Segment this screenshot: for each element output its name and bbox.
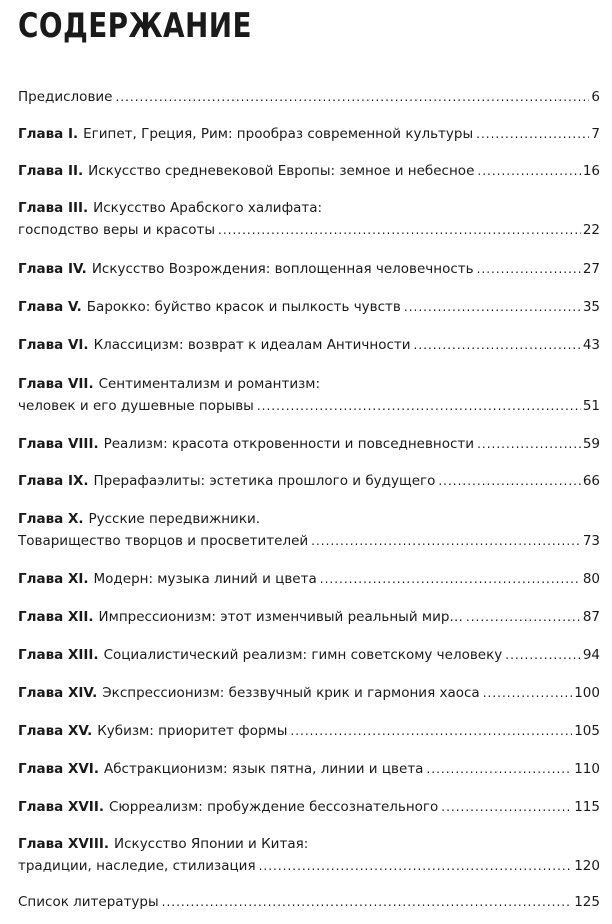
toc-entry[interactable] [18, 470, 600, 492]
toc-entry[interactable] [18, 296, 600, 318]
page-number: 105 [574, 723, 600, 739]
chapter-number: Глава XIII. [18, 647, 99, 663]
dot-leader [218, 219, 581, 241]
chapter-number: Глава XIV. [18, 685, 98, 701]
chapter-title: Реализм: красота откровенности и повседневности [103, 436, 475, 452]
chapter-title: Искусство Арабского халифата: [93, 200, 323, 216]
dot-leader [311, 530, 581, 552]
chapter-number: Глава IX. [18, 473, 89, 489]
chapter-title: Искусство Японии и Китая: [114, 836, 309, 852]
toc-entry[interactable] [18, 644, 600, 666]
dot-leader [414, 334, 581, 356]
chapter-number: Глава III. [18, 200, 89, 216]
chapter-number: Глава VII. [18, 376, 94, 392]
dot-leader [477, 258, 581, 280]
chapter-title: Импрессионизм: этот изменчивый реальный мир… [98, 609, 463, 625]
toc-entry[interactable] [18, 334, 600, 356]
chapter-title: Абстракционизм: язык пятна, линии и цвета [103, 761, 424, 777]
page-number: 66 [582, 473, 600, 489]
chapter-number: Глава XVIII. [18, 836, 110, 852]
chapter-title: Искусство Возрождения: воплощенная человечность [91, 261, 474, 277]
dot-leader [115, 86, 589, 108]
toc-entry[interactable] [18, 720, 600, 742]
dot-leader [505, 644, 581, 666]
toc-entry[interactable] [18, 682, 600, 704]
page-number: 27 [582, 261, 600, 277]
chapter-number: Глава XVI. [18, 761, 99, 777]
dot-leader [477, 433, 581, 455]
toc-entry-line [18, 433, 600, 455]
page-number: 80 [582, 571, 600, 587]
chapter-title: Модерн: музыка линий и цвета [93, 571, 317, 587]
toc-entry-line [18, 219, 600, 241]
dot-leader [290, 720, 572, 742]
toc-entry-line [18, 86, 600, 108]
toc-entry-line [18, 796, 600, 818]
chapter-title: Товарищество творцов и просветителей [18, 533, 309, 549]
toc-entry[interactable] [18, 508, 600, 552]
chapter-title: Предисловие [18, 89, 113, 105]
page-number: 6 [591, 89, 600, 105]
chapter-number: Глава XI. [18, 571, 89, 587]
toc-entry[interactable] [18, 796, 600, 818]
chapter-title: Классицизм: возврат к идеалам Античности [93, 337, 411, 353]
page-number: 43 [582, 337, 600, 353]
page-number: 94 [582, 647, 600, 663]
toc-entry-line [18, 470, 600, 492]
chapter-title: Социалистический реализм: гимн советскому человеку [103, 647, 503, 663]
toc-entry-line [18, 258, 600, 280]
dot-leader [438, 470, 580, 492]
chapter-title: Экспрессионизм: беззвучный крик и гармония хаоса [102, 685, 480, 701]
page-number: 110 [574, 761, 600, 777]
toc-entry[interactable] [18, 891, 600, 913]
dot-leader [404, 296, 581, 318]
chapter-title: Египет, Греция, Рим: прообраз современной культуры [83, 126, 474, 142]
toc-entry-line [18, 644, 600, 666]
chapter-title: Русские передвижники. [88, 511, 261, 527]
toc-entry-line [18, 891, 600, 913]
chapter-number: Глава VI. [18, 337, 89, 353]
dot-leader [483, 682, 573, 704]
page-number: 51 [582, 398, 600, 414]
toc-entry[interactable] [18, 606, 600, 628]
toc-entry[interactable] [18, 258, 600, 280]
page-number: 73 [582, 533, 600, 549]
page-number: 7 [591, 126, 600, 142]
toc-entry-line [18, 160, 600, 182]
dot-leader [257, 395, 581, 417]
chapter-number: Глава VIII. [18, 436, 99, 452]
toc-entry-line [18, 395, 600, 417]
toc-entry[interactable] [18, 833, 600, 877]
chapter-title: господство веры и красоты [18, 222, 216, 238]
toc-entry-line [18, 855, 600, 877]
chapter-title: Барокко: буйство красок и пылкость чувств [86, 299, 401, 315]
toc-entry[interactable] [18, 123, 600, 145]
chapter-number: Глава IV. [18, 261, 87, 277]
chapter-number: Глава II. [18, 163, 84, 179]
dot-leader [426, 758, 572, 780]
chapter-number: Глава I. [18, 126, 79, 142]
chapter-title: Искусство средневековой Европы: земное и небесное [88, 163, 475, 179]
chapter-number: Глава V. [18, 299, 82, 315]
toc-entry-line [18, 758, 600, 780]
toc-entry-line [18, 833, 600, 855]
chapter-title: Сентиментализм и романтизм: [98, 376, 321, 392]
dot-leader [162, 891, 573, 913]
page-number: 100 [574, 685, 600, 701]
page-title: СОДЕРЖАНИЕ [18, 6, 252, 46]
toc-entry-line [18, 682, 600, 704]
toc-entry[interactable] [18, 758, 600, 780]
chapter-number: Глава X. [18, 511, 84, 527]
chapter-title: Список литературы [18, 894, 159, 910]
toc-entry[interactable] [18, 568, 600, 590]
toc-entry-line [18, 123, 600, 145]
toc-entry-line [18, 568, 600, 590]
dot-leader [259, 855, 573, 877]
page-number: 87 [582, 609, 600, 625]
toc-entry-line [18, 530, 600, 552]
chapter-title: Сюрреализм: пробуждение бессознательного [108, 799, 439, 815]
page-number: 125 [574, 894, 600, 910]
chapter-title: человек и его душевные порывы [18, 398, 254, 414]
toc-entry-line [18, 720, 600, 742]
chapter-title: Прерафаэлиты: эстетика прошлого и будущего [93, 473, 436, 489]
toc-entry[interactable] [18, 160, 600, 182]
page-number: 120 [574, 858, 600, 874]
toc-entry-line [18, 197, 600, 219]
chapter-number: Глава XV. [18, 723, 93, 739]
dot-leader [441, 796, 572, 818]
chapter-number: Глава XII. [18, 609, 94, 625]
chapter-title: традиции, наследие, стилизация [18, 858, 256, 874]
toc-entry[interactable] [18, 86, 600, 108]
toc-entry[interactable] [18, 433, 600, 455]
page-number: 59 [582, 436, 600, 452]
toc-entry-line [18, 334, 600, 356]
page-number: 22 [582, 222, 600, 238]
toc-entry[interactable] [18, 373, 600, 417]
page-number: 35 [582, 299, 600, 315]
dot-leader [477, 160, 580, 182]
page-number: 16 [582, 163, 600, 179]
toc-entry[interactable] [18, 197, 600, 241]
page-number: 115 [574, 799, 600, 815]
chapter-title: Кубизм: приоритет формы [97, 723, 288, 739]
dot-leader [466, 606, 581, 628]
dot-leader [320, 568, 581, 590]
toc-entry-line [18, 606, 600, 628]
chapter-number: Глава XVII. [18, 799, 104, 815]
toc-entry-line [18, 508, 600, 530]
toc-entry-line [18, 373, 600, 395]
toc-entry-line [18, 296, 600, 318]
dot-leader [476, 123, 589, 145]
